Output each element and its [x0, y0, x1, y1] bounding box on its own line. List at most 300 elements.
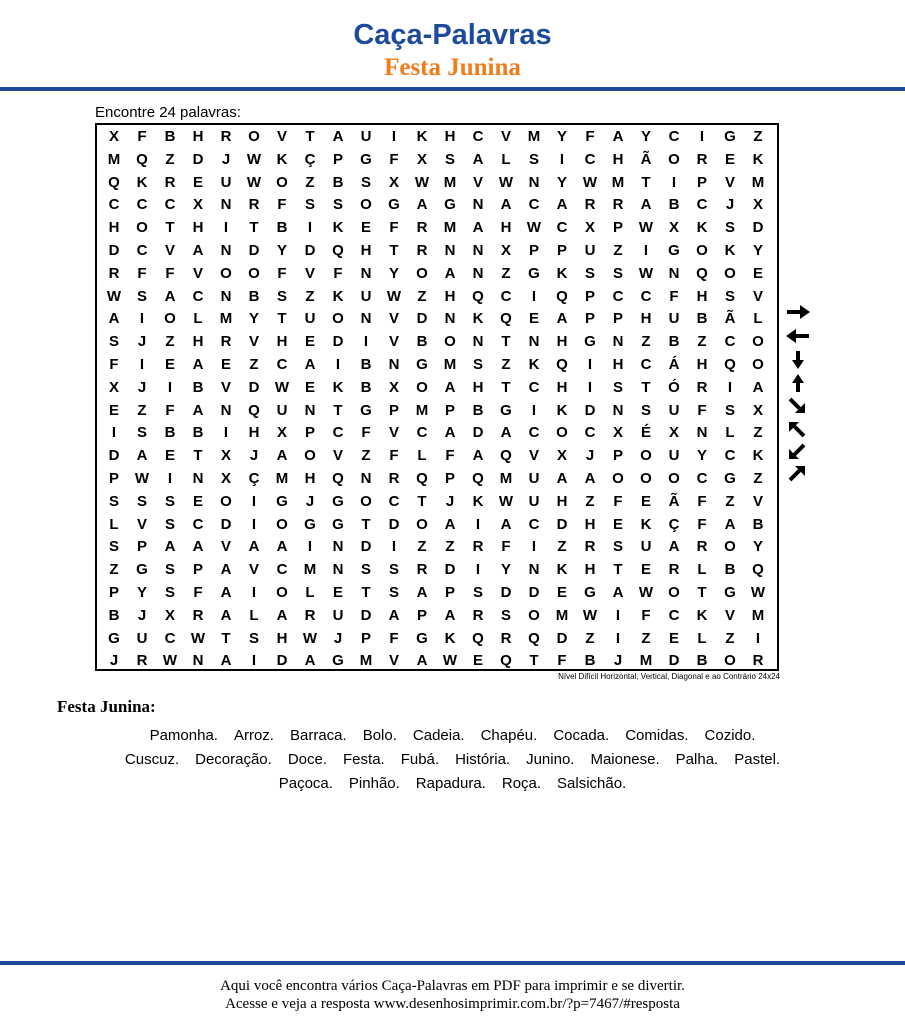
- grid-letter: P: [304, 424, 315, 442]
- grid-letter: C: [528, 515, 540, 533]
- grid-letter: V: [136, 515, 147, 533]
- grid-letter: G: [388, 196, 400, 214]
- grid-letter: A: [164, 538, 176, 556]
- grid-letter: Z: [585, 492, 595, 510]
- grid-letter: S: [500, 606, 511, 624]
- arrow-right-icon: [784, 302, 812, 322]
- grid-letter: U: [276, 401, 288, 419]
- grid-letter: V: [276, 128, 287, 145]
- page-subtitle: Festa Junina: [384, 54, 521, 81]
- grid-letter: B: [416, 333, 428, 351]
- grid-letter: F: [445, 447, 455, 465]
- grid-letter: Z: [445, 538, 455, 556]
- grid-letter: C: [612, 287, 624, 305]
- grid-letter: D: [276, 652, 288, 670]
- grid-letter: Y: [696, 447, 707, 465]
- grid-letter: N: [220, 242, 232, 259]
- grid-letter: D: [388, 515, 400, 533]
- grid-letter: P: [444, 584, 455, 601]
- grid-letter: G: [108, 629, 120, 647]
- grid-letter: A: [304, 652, 316, 670]
- grid-letter: C: [528, 424, 540, 442]
- grid-letter: R: [696, 538, 708, 556]
- grid-letter: L: [753, 310, 763, 328]
- grid-letter: U: [136, 629, 148, 647]
- grid-letter: A: [108, 310, 120, 328]
- grid-letter: B: [584, 652, 596, 670]
- grid-letter: M: [443, 173, 457, 191]
- grid-letter: S: [304, 196, 315, 214]
- grid-letter: S: [108, 492, 119, 510]
- grid-letter: E: [164, 356, 175, 373]
- grid-letter: R: [472, 606, 484, 624]
- word-list-item: Pinhão.: [348, 775, 400, 792]
- grid-letter: F: [389, 629, 399, 647]
- grid-letter: N: [612, 401, 624, 419]
- grid-letter: F: [361, 424, 371, 442]
- grid-letter: Z: [753, 470, 763, 487]
- grid-letter: E: [164, 447, 175, 465]
- arrow-up-left-icon: [784, 419, 812, 439]
- grid-letter: I: [615, 629, 621, 647]
- grid-letter: E: [472, 652, 483, 670]
- word-list-item: Junino.: [526, 751, 575, 768]
- grid-letter: I: [475, 561, 481, 579]
- grid-letter: W: [246, 150, 262, 168]
- grid-letter: A: [444, 424, 456, 442]
- grid-letter: R: [612, 196, 624, 214]
- grid-letter: C: [164, 196, 176, 214]
- grid-letter: X: [108, 378, 119, 396]
- grid-letter: A: [416, 652, 428, 670]
- grid-letter: K: [752, 150, 764, 168]
- grid-letter: Y: [500, 561, 511, 579]
- grid-letter: W: [386, 287, 402, 305]
- grid-letter: T: [333, 401, 343, 419]
- grid-letter: A: [724, 515, 736, 533]
- grid-letter: O: [360, 492, 372, 510]
- grid-letter: N: [472, 333, 484, 351]
- grid-letter: H: [584, 515, 596, 533]
- grid-letter: X: [108, 128, 119, 145]
- grid-letter: X: [612, 424, 623, 442]
- page-title: Caça-Palavras: [353, 19, 552, 51]
- grid-letter: M: [443, 219, 457, 237]
- grid-letter: A: [612, 128, 624, 145]
- grid-letter: R: [136, 652, 148, 670]
- grid-letter: O: [668, 584, 680, 601]
- grid-letter: D: [752, 219, 764, 237]
- word-list-item: Cuscuz.: [124, 751, 180, 768]
- grid-letter: O: [220, 264, 232, 282]
- grid-letter: E: [668, 629, 679, 647]
- grid-letter: I: [391, 538, 397, 556]
- grid-letter: U: [360, 128, 372, 145]
- grid-letter: K: [444, 629, 456, 647]
- grid-letter: N: [528, 333, 540, 351]
- grid-letter: I: [587, 378, 593, 396]
- grid-letter: K: [752, 447, 764, 465]
- grid-letter: Y: [556, 128, 567, 145]
- grid-letter: O: [668, 150, 680, 168]
- grid-letter: Y: [388, 264, 399, 282]
- grid-letter: B: [164, 424, 176, 442]
- grid-letter: E: [220, 356, 231, 373]
- grid-letter: Z: [417, 538, 427, 556]
- grid-letter: O: [248, 128, 260, 145]
- grid-letter: S: [360, 561, 371, 579]
- grid-letter: Q: [556, 287, 568, 305]
- grid-letter: B: [668, 196, 680, 214]
- grid-letter: H: [444, 128, 456, 145]
- grid-letter: N: [528, 561, 540, 579]
- grid-letter: E: [612, 515, 623, 533]
- grid-letter: M: [555, 606, 569, 624]
- grid-letter: P: [584, 310, 595, 328]
- grid-letter: R: [696, 378, 708, 396]
- grid-letter: T: [193, 447, 203, 465]
- grid-letter: C: [668, 128, 680, 145]
- word-list-item: Pamonha.: [149, 727, 218, 744]
- grid-letter: T: [277, 310, 287, 328]
- grid-letter: Z: [641, 333, 651, 351]
- grid-letter: J: [305, 492, 315, 510]
- grid-letter: D: [584, 401, 596, 419]
- grid-letter: P: [388, 401, 399, 419]
- grid-letter: H: [192, 219, 204, 237]
- grid-letter: X: [388, 173, 399, 191]
- grid-letter: A: [416, 584, 428, 601]
- grid-letter: B: [696, 652, 708, 670]
- grid-letter: Q: [752, 561, 764, 579]
- grid-letter: G: [360, 401, 372, 419]
- grid-letter: J: [137, 606, 147, 624]
- grid-letter: R: [752, 652, 764, 670]
- grid-letter: P: [444, 401, 455, 419]
- grid-letter: R: [416, 242, 428, 259]
- grid-letter: I: [587, 356, 593, 373]
- grid-letter: X: [752, 196, 763, 214]
- grid-letter: S: [724, 219, 735, 237]
- grid-letter: F: [193, 584, 203, 601]
- footer-divider: [0, 961, 905, 965]
- grid-letter: Q: [724, 356, 736, 373]
- word-list-item: História.: [455, 751, 511, 768]
- grid-letter: K: [528, 356, 540, 373]
- grid-letter: Z: [249, 356, 259, 373]
- grid-letter: V: [388, 424, 399, 442]
- grid-letter: L: [417, 447, 427, 465]
- grid-letter: U: [528, 492, 540, 510]
- grid-letter: D: [220, 515, 232, 533]
- grid-letter: O: [640, 447, 652, 465]
- grid-letter: O: [416, 515, 428, 533]
- grid-letter: R: [108, 264, 120, 282]
- grid-letter: I: [139, 356, 145, 373]
- grid-letter: O: [276, 515, 288, 533]
- grid-letter: H: [360, 242, 372, 259]
- grid-letter: I: [671, 173, 677, 191]
- grid-letter: T: [641, 378, 651, 396]
- grid-letter: P: [612, 310, 623, 328]
- grid-letter: N: [612, 333, 624, 351]
- grid-letter: A: [192, 356, 204, 373]
- grid-letter: H: [276, 333, 288, 351]
- grid-letter: J: [137, 333, 147, 351]
- grid-letter: A: [472, 219, 484, 237]
- grid-letter: N: [220, 196, 232, 214]
- grid-letter: B: [752, 515, 764, 533]
- grid-letter: D: [192, 150, 204, 168]
- grid-letter: S: [164, 492, 175, 510]
- grid-letter: K: [696, 219, 708, 237]
- grid-letter: O: [612, 470, 624, 487]
- word-list-item: Palha.: [675, 751, 719, 768]
- grid-letter: D: [248, 378, 260, 396]
- grid-letter: Y: [752, 242, 763, 259]
- grid-letter: E: [332, 584, 343, 601]
- grid-letter: V: [752, 492, 763, 510]
- grid-letter: T: [249, 219, 259, 237]
- grid-letter: T: [613, 561, 623, 579]
- grid-letter: U: [528, 470, 540, 487]
- grid-letter: J: [333, 629, 343, 647]
- grid-letter: H: [276, 629, 288, 647]
- grid-letter: V: [332, 447, 343, 465]
- grid-letter: S: [248, 629, 259, 647]
- grid-letter: G: [416, 629, 428, 647]
- grid-letter: A: [584, 470, 596, 487]
- word-list-item: Barraca.: [289, 727, 347, 744]
- grid-letter: I: [251, 584, 257, 601]
- grid-letter: S: [612, 538, 623, 556]
- grid-letter: E: [752, 264, 763, 282]
- grid-letter: S: [164, 515, 175, 533]
- grid-letter: O: [668, 470, 680, 487]
- grid-letter: Z: [613, 242, 623, 259]
- grid-letter: G: [528, 264, 540, 282]
- grid-letter: Z: [753, 424, 763, 442]
- grid-letter: O: [136, 219, 148, 237]
- grid-letter: S: [108, 333, 119, 351]
- grid-letter: Q: [248, 401, 260, 419]
- grid-letter: Q: [500, 310, 512, 328]
- grid-letter: O: [276, 173, 288, 191]
- grid-letter: P: [556, 242, 567, 259]
- grid-letter: O: [220, 492, 232, 510]
- grid-letter: Q: [500, 447, 512, 465]
- grid-letter: L: [249, 606, 259, 624]
- grid-letter: S: [164, 561, 175, 579]
- grid-letter: B: [108, 606, 120, 624]
- grid-letter: Ã: [668, 492, 680, 510]
- grid-letter: Q: [332, 470, 344, 487]
- grid-letter: C: [108, 196, 120, 214]
- grid-letter: A: [388, 606, 400, 624]
- grid-letter: I: [475, 515, 481, 533]
- grid-letter: M: [219, 310, 233, 328]
- grid-letter: K: [556, 561, 568, 579]
- grid-letter: F: [137, 128, 147, 145]
- grid-letter: R: [696, 150, 708, 168]
- grid-letter: Z: [165, 150, 175, 168]
- grid-letter: R: [472, 538, 484, 556]
- grid-letter: J: [725, 196, 735, 214]
- grid-letter: F: [501, 538, 511, 556]
- grid-letter: H: [696, 287, 708, 305]
- grid-letter: L: [193, 310, 203, 328]
- grid-letter: Z: [109, 561, 119, 579]
- grid-letter: N: [332, 561, 344, 579]
- grid-letter: D: [248, 242, 260, 259]
- arrow-up-right-icon: [784, 463, 812, 483]
- grid-letter: X: [752, 401, 763, 419]
- grid-letter: C: [136, 242, 148, 259]
- grid-letter: P: [612, 447, 623, 465]
- grid-letter: A: [276, 606, 288, 624]
- grid-letter: A: [500, 424, 512, 442]
- grid-letter: E: [192, 173, 203, 191]
- grid-letter: N: [668, 264, 680, 282]
- grid-letter: H: [444, 287, 456, 305]
- word-list-item: Roça.: [501, 775, 542, 792]
- grid-letter: F: [641, 606, 651, 624]
- grid-letter: I: [531, 401, 537, 419]
- grid-letter: G: [332, 515, 344, 533]
- grid-letter: N: [472, 242, 484, 259]
- grid-letter: I: [167, 470, 173, 487]
- grid-letter: V: [752, 287, 763, 305]
- arrow-left-icon: [784, 326, 812, 346]
- grid-letter: G: [724, 584, 736, 601]
- grid-letter: X: [668, 424, 679, 442]
- grid-letter: K: [472, 492, 484, 510]
- grid-letter: H: [584, 561, 596, 579]
- word-list-item: Cozido.: [704, 727, 756, 744]
- grid-letter: B: [696, 310, 708, 328]
- grid-letter: B: [472, 401, 484, 419]
- grid-letter: B: [332, 173, 344, 191]
- grid-letter: C: [696, 196, 708, 214]
- grid-letter: N: [192, 652, 204, 670]
- grid-letter: U: [668, 310, 680, 328]
- grid-letter: R: [192, 606, 204, 624]
- grid-letter: G: [136, 561, 148, 579]
- word-list-item: Decoração.: [195, 751, 272, 768]
- grid-letter: M: [751, 173, 765, 191]
- grid-letter: A: [612, 584, 624, 601]
- grid-letter: S: [136, 424, 147, 442]
- grid-letter: U: [332, 606, 344, 624]
- grid-letter: Ç: [304, 150, 316, 168]
- word-list-item: Paçoca.: [278, 775, 333, 792]
- grid-letter: X: [164, 606, 175, 624]
- grid-letter: C: [388, 492, 400, 510]
- word-list-item: Salsichão.: [557, 775, 627, 792]
- grid-letter: L: [305, 584, 315, 601]
- grid-letter: A: [640, 196, 652, 214]
- grid-letter: O: [164, 310, 176, 328]
- grid-letter: R: [584, 196, 596, 214]
- grid-letter: N: [472, 196, 484, 214]
- grid-letter: S: [332, 196, 343, 214]
- grid-letter: N: [472, 264, 484, 282]
- grid-letter: U: [304, 310, 316, 328]
- grid-letter: A: [556, 310, 568, 328]
- grid-letter: A: [136, 447, 148, 465]
- grid-letter: C: [164, 629, 176, 647]
- grid-letter: K: [276, 150, 288, 168]
- grid-letter: S: [444, 150, 455, 168]
- grid-letter: V: [220, 378, 231, 396]
- grid-letter: D: [444, 561, 456, 579]
- grid-letter: É: [640, 424, 651, 442]
- grid-letter: F: [277, 264, 287, 282]
- grid-letter: N: [332, 538, 344, 556]
- grid-letter: W: [582, 606, 598, 624]
- grid-letter: R: [220, 333, 232, 351]
- grid-letter: U: [584, 242, 596, 259]
- grid-letter: O: [724, 538, 736, 556]
- grid-letter: A: [192, 401, 204, 419]
- grid-letter: G: [668, 242, 680, 259]
- grid-letter: A: [444, 378, 456, 396]
- grid-letter: S: [164, 584, 175, 601]
- grid-letter: W: [274, 378, 290, 396]
- grid-letter: O: [248, 264, 260, 282]
- footer-link-text: Acesse e veja a resposta www.desenhosimprimir.com.br/?p=7467/#resposta: [225, 996, 680, 1012]
- grid-letter: X: [388, 378, 399, 396]
- grid-letter: T: [417, 492, 427, 510]
- grid-letter: S: [584, 264, 595, 282]
- grid-letter: F: [165, 401, 175, 419]
- grid-letter: Z: [361, 447, 371, 465]
- grid-letter: E: [640, 561, 651, 579]
- grid-letter: C: [276, 561, 288, 579]
- grid-letter: P: [136, 538, 147, 556]
- grid-letter: O: [724, 652, 736, 670]
- grid-letter: G: [724, 470, 736, 487]
- grid-letter: H: [612, 150, 624, 168]
- grid-letter: E: [304, 333, 315, 351]
- grid-letter: Z: [417, 287, 427, 305]
- grid-letter: L: [725, 424, 735, 442]
- grid-letter: G: [360, 150, 372, 168]
- grid-letter: S: [136, 492, 147, 510]
- grid-letter: R: [164, 173, 176, 191]
- grid-letter: R: [248, 196, 260, 214]
- grid-letter: W: [162, 652, 178, 670]
- grid-letter: S: [612, 378, 623, 396]
- grid-letter: J: [249, 447, 259, 465]
- grid-letter: A: [444, 264, 456, 282]
- grid-letter: L: [501, 150, 511, 168]
- grid-letter: C: [332, 424, 344, 442]
- grid-letter: W: [498, 173, 514, 191]
- grid-letter: R: [416, 219, 428, 237]
- arrow-down-left-icon: [784, 442, 812, 462]
- grid-letter: D: [332, 333, 344, 351]
- grid-letter: Á: [668, 356, 680, 373]
- grid-letter: H: [696, 356, 708, 373]
- grid-letter: R: [304, 606, 316, 624]
- grid-letter: Q: [108, 173, 120, 191]
- grid-letter: W: [106, 287, 122, 305]
- grid-letter: W: [526, 219, 542, 237]
- grid-letter: Z: [501, 264, 511, 282]
- grid-letter: M: [303, 561, 317, 579]
- grid-letter: C: [276, 356, 288, 373]
